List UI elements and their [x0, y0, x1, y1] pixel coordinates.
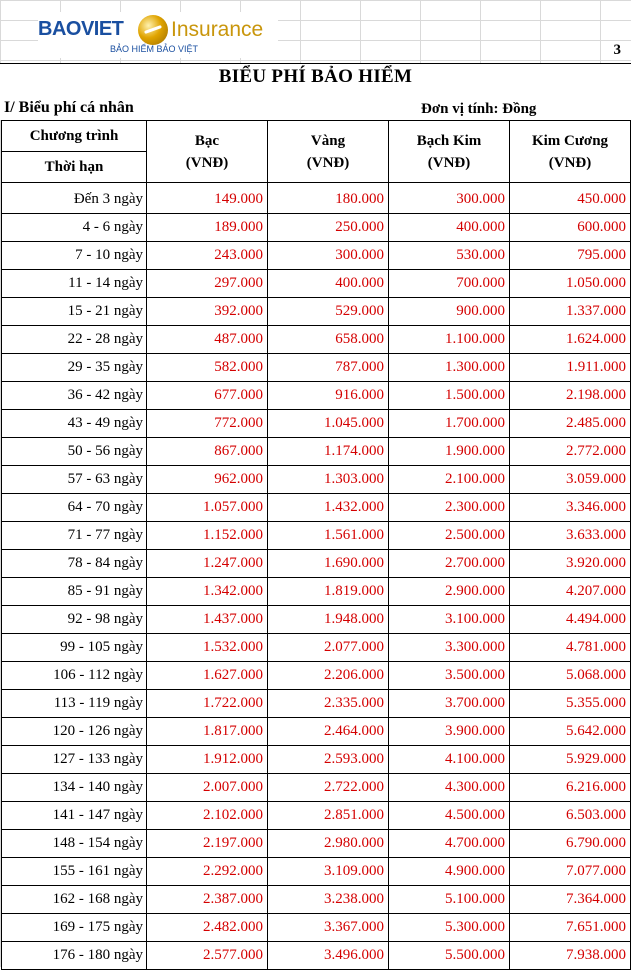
duration-cell: 106 - 112 ngày	[2, 662, 147, 690]
duration-cell: 141 - 147 ngày	[2, 802, 147, 830]
logo-tagline: BẢO HIỂM BẢO VIỆT	[110, 44, 199, 54]
section-title: I/ Biểu phí cá nhân	[4, 99, 134, 116]
table-row	[2, 326, 631, 354]
fee-cell: 3.100.000	[389, 606, 510, 634]
duration-cell: 29 - 35 ngày	[2, 354, 147, 382]
duration-cell: Đến 3 ngày	[2, 183, 147, 214]
fee-cell: 5.642.000	[510, 718, 631, 746]
fee-cell: 1.627.000	[147, 662, 268, 690]
fee-cell: 3.346.000	[510, 494, 631, 522]
program-label: Chương trình	[2, 121, 146, 152]
duration-cell: 64 - 70 ngày	[2, 494, 147, 522]
fee-cell: 916.000	[268, 382, 389, 410]
fee-cell: 392.000	[147, 298, 268, 326]
fee-cell: 658.000	[268, 326, 389, 354]
duration-cell: 22 - 28 ngày	[2, 326, 147, 354]
fee-cell: 3.300.000	[389, 634, 510, 662]
fee-cell: 450.000	[510, 183, 631, 214]
fee-cell: 2.300.000	[389, 494, 510, 522]
program-duration-header	[2, 121, 147, 183]
duration-cell: 169 - 175 ngày	[2, 914, 147, 942]
fee-cell: 300.000	[389, 183, 510, 214]
fee-cell: 1.532.000	[147, 634, 268, 662]
fee-cell: 1.948.000	[268, 606, 389, 634]
table-row	[2, 183, 631, 214]
duration-cell: 11 - 14 ngày	[2, 270, 147, 298]
table-row	[2, 830, 631, 858]
fee-cell: 5.500.000	[389, 942, 510, 970]
fee-cell: 1.050.000	[510, 270, 631, 298]
fee-cell: 1.057.000	[147, 494, 268, 522]
duration-label: Thời hạn	[44, 159, 104, 175]
fee-cell: 787.000	[268, 354, 389, 382]
table-row	[2, 634, 631, 662]
fee-cell: 4.700.000	[389, 830, 510, 858]
fee-cell: 1.045.000	[268, 410, 389, 438]
fee-cell: 867.000	[147, 438, 268, 466]
fee-cell: 2.722.000	[268, 774, 389, 802]
fee-cell: 2.077.000	[268, 634, 389, 662]
fee-cell: 7.651.000	[510, 914, 631, 942]
table-row	[2, 410, 631, 438]
fee-cell: 180.000	[268, 183, 389, 214]
fee-cell: 5.355.000	[510, 690, 631, 718]
duration-cell: 4 - 6 ngày	[2, 214, 147, 242]
fee-cell: 2.206.000	[268, 662, 389, 690]
table-row	[2, 522, 631, 550]
fee-cell: 5.929.000	[510, 746, 631, 774]
fee-cell: 1.561.000	[268, 522, 389, 550]
duration-cell: 162 - 168 ngày	[2, 886, 147, 914]
fee-cell: 1.303.000	[268, 466, 389, 494]
plan-header-silver	[147, 121, 268, 183]
fee-cell: 1.911.000	[510, 354, 631, 382]
page-title: BIỂU PHÍ BẢO HIỂM	[218, 66, 413, 87]
fee-cell: 297.000	[147, 270, 268, 298]
fee-cell: 1.300.000	[389, 354, 510, 382]
fee-cell: 2.500.000	[389, 522, 510, 550]
table-row	[2, 774, 631, 802]
fee-cell: 2.464.000	[268, 718, 389, 746]
duration-cell: 148 - 154 ngày	[2, 830, 147, 858]
table-row	[2, 662, 631, 690]
duration-cell: 127 - 133 ngày	[2, 746, 147, 774]
table-row	[2, 746, 631, 774]
table-row	[2, 242, 631, 270]
globe-icon	[138, 15, 168, 45]
duration-cell: 113 - 119 ngày	[2, 690, 147, 718]
fee-cell: 700.000	[389, 270, 510, 298]
fee-cell: 4.300.000	[389, 774, 510, 802]
fee-cell: 4.781.000	[510, 634, 631, 662]
fee-cell: 5.100.000	[389, 886, 510, 914]
duration-cell: 7 - 10 ngày	[2, 242, 147, 270]
fee-cell: 487.000	[147, 326, 268, 354]
fee-cell: 2.577.000	[147, 942, 268, 970]
fee-cell: 2.102.000	[147, 802, 268, 830]
table-row	[2, 270, 631, 298]
duration-cell: 50 - 56 ngày	[2, 438, 147, 466]
duration-cell: 57 - 63 ngày	[2, 466, 147, 494]
plan-name: Kim Cương	[531, 132, 609, 149]
fee-cell: 600.000	[510, 214, 631, 242]
table-header-row	[2, 121, 631, 183]
fee-cell: 2.197.000	[147, 830, 268, 858]
duration-cell: 176 - 180 ngày	[2, 942, 147, 970]
fee-cell: 1.500.000	[389, 382, 510, 410]
fee-cell: 529.000	[268, 298, 389, 326]
table-row	[2, 802, 631, 830]
fee-cell: 1.337.000	[510, 298, 631, 326]
table-row	[2, 438, 631, 466]
fee-cell: 7.938.000	[510, 942, 631, 970]
fee-cell: 4.100.000	[389, 746, 510, 774]
fee-cell: 1.432.000	[268, 494, 389, 522]
duration-cell: 120 - 126 ngày	[2, 718, 147, 746]
duration-cell: 99 - 105 ngày	[2, 634, 147, 662]
table-row	[2, 550, 631, 578]
table-row	[2, 886, 631, 914]
fee-cell: 1.100.000	[389, 326, 510, 354]
fee-cell: 530.000	[389, 242, 510, 270]
plan-unit: (VNĐ)	[548, 154, 592, 171]
fee-cell: 2.198.000	[510, 382, 631, 410]
plan-name: Bạc	[194, 132, 220, 149]
fee-cell: 2.700.000	[389, 550, 510, 578]
fee-cell: 2.100.000	[389, 466, 510, 494]
duration-cell: 36 - 42 ngày	[2, 382, 147, 410]
fee-cell: 1.342.000	[147, 578, 268, 606]
table-row	[2, 494, 631, 522]
fee-cell: 3.500.000	[389, 662, 510, 690]
plan-header-gold	[268, 121, 389, 183]
fee-cell: 1.700.000	[389, 410, 510, 438]
fee-cell: 149.000	[147, 183, 268, 214]
duration-cell: 92 - 98 ngày	[2, 606, 147, 634]
page-number: 3	[613, 42, 621, 58]
fee-cell: 250.000	[268, 214, 389, 242]
fee-cell: 2.482.000	[147, 914, 268, 942]
fee-cell: 1.174.000	[268, 438, 389, 466]
fee-cell: 2.292.000	[147, 858, 268, 886]
table-row	[2, 298, 631, 326]
plan-unit: (VNĐ)	[306, 154, 350, 171]
fee-cell: 3.059.000	[510, 466, 631, 494]
plan-name: Bạch Kim	[416, 132, 482, 149]
fee-cell: 1.912.000	[147, 746, 268, 774]
fee-cell: 1.437.000	[147, 606, 268, 634]
fee-cell: 1.817.000	[147, 718, 268, 746]
table-row	[2, 466, 631, 494]
duration-cell: 15 - 21 ngày	[2, 298, 147, 326]
fee-cell: 3.496.000	[268, 942, 389, 970]
fee-cell: 900.000	[389, 298, 510, 326]
fee-cell: 6.216.000	[510, 774, 631, 802]
fee-cell: 1.900.000	[389, 438, 510, 466]
fee-cell: 7.364.000	[510, 886, 631, 914]
duration-cell: 78 - 84 ngày	[2, 550, 147, 578]
fee-cell: 962.000	[147, 466, 268, 494]
fee-cell: 3.238.000	[268, 886, 389, 914]
table-row	[2, 214, 631, 242]
plan-header-diamond	[510, 121, 631, 183]
fee-cell: 677.000	[147, 382, 268, 410]
fee-cell: 5.300.000	[389, 914, 510, 942]
fee-cell: 2.593.000	[268, 746, 389, 774]
table-row	[2, 718, 631, 746]
unit-note: Đơn vị tính: Đồng	[421, 101, 537, 117]
fee-cell: 1.624.000	[510, 326, 631, 354]
plan-name: Vàng	[310, 132, 346, 149]
premium-table	[1, 120, 631, 970]
fee-cell: 6.503.000	[510, 802, 631, 830]
fee-cell: 2.900.000	[389, 578, 510, 606]
duration-cell: 43 - 49 ngày	[2, 410, 147, 438]
fee-cell: 2.980.000	[268, 830, 389, 858]
duration-cell: 134 - 140 ngày	[2, 774, 147, 802]
fee-cell: 1.152.000	[147, 522, 268, 550]
duration-cell: 71 - 77 ngày	[2, 522, 147, 550]
fee-cell: 4.900.000	[389, 858, 510, 886]
fee-cell: 2.007.000	[147, 774, 268, 802]
table-row	[2, 382, 631, 410]
fee-cell: 582.000	[147, 354, 268, 382]
fee-cell: 3.109.000	[268, 858, 389, 886]
logo-product-text: Insurance	[171, 18, 264, 41]
fee-cell: 3.633.000	[510, 522, 631, 550]
logo-brand-text: BAOVIET	[38, 18, 124, 40]
fee-cell: 300.000	[268, 242, 389, 270]
fee-cell: 3.367.000	[268, 914, 389, 942]
table-row	[2, 578, 631, 606]
fee-cell: 1.722.000	[147, 690, 268, 718]
fee-cell: 795.000	[510, 242, 631, 270]
fee-cell: 2.485.000	[510, 410, 631, 438]
fee-cell: 7.077.000	[510, 858, 631, 886]
fee-cell: 400.000	[268, 270, 389, 298]
fee-cell: 3.920.000	[510, 550, 631, 578]
fee-cell: 5.068.000	[510, 662, 631, 690]
baoviet-logo	[38, 12, 278, 58]
fee-cell: 4.494.000	[510, 606, 631, 634]
fee-cell: 4.500.000	[389, 802, 510, 830]
plan-unit: (VNĐ)	[427, 154, 471, 171]
fee-cell: 2.851.000	[268, 802, 389, 830]
plan-header-platinum	[389, 121, 510, 183]
plan-unit: (VNĐ)	[185, 154, 229, 171]
fee-cell: 2.335.000	[268, 690, 389, 718]
table-row	[2, 914, 631, 942]
fee-cell: 400.000	[389, 214, 510, 242]
fee-cell: 243.000	[147, 242, 268, 270]
table-row	[2, 942, 631, 970]
table-row	[2, 606, 631, 634]
fee-cell: 6.790.000	[510, 830, 631, 858]
fee-cell: 2.772.000	[510, 438, 631, 466]
fee-cell: 189.000	[147, 214, 268, 242]
table-row	[2, 858, 631, 886]
duration-cell: 85 - 91 ngày	[2, 578, 147, 606]
duration-cell: 155 - 161 ngày	[2, 858, 147, 886]
fee-cell: 3.700.000	[389, 690, 510, 718]
table-row	[2, 354, 631, 382]
fee-cell: 2.387.000	[147, 886, 268, 914]
fee-cell: 1.819.000	[268, 578, 389, 606]
fee-cell: 772.000	[147, 410, 268, 438]
fee-cell: 4.207.000	[510, 578, 631, 606]
table-row	[2, 690, 631, 718]
fee-cell: 3.900.000	[389, 718, 510, 746]
fee-cell: 1.247.000	[147, 550, 268, 578]
fee-cell: 1.690.000	[268, 550, 389, 578]
